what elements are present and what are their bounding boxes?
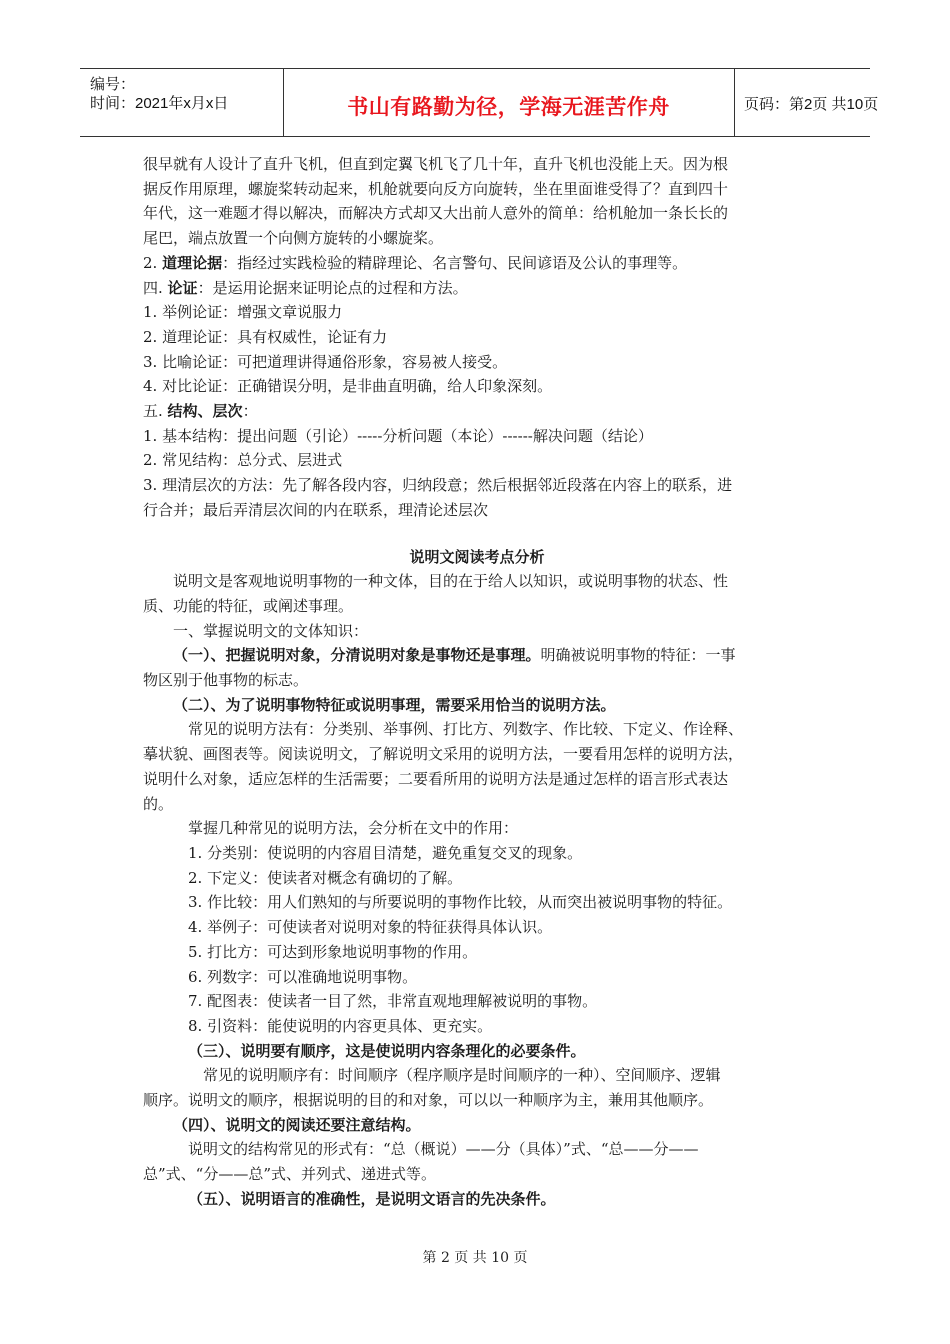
list-item: 1. 举例论证：增强文章说服力 [143,303,343,322]
paragraph-line: 说明文是客观地说明事物的一种文体，目的在于给人以知识，或说明事物的状态、性 [173,572,729,591]
header-motto: 书山有路勤为径，学海无涯苦作舟 [347,95,670,119]
section-title: 说明文阅读考点分析 [409,547,545,566]
section-heading [143,276,811,301]
page-footer: 第 2 页 共 10 页 [422,1250,528,1266]
list-item: 5. 打比方：可达到形象地说明事物的作用。 [188,942,478,961]
paragraph-line: 据反作用原理，螺旋桨转动起来，机舱就要向反方向旋转，坐在里面谁受得了？直到四十 [143,179,729,198]
header-right-cell [734,69,879,136]
list-item: 2. 常见结构：总分式、层进式 [143,451,343,470]
list-item: 7. 配图表：使读者一目了然，非常直观地理解被说明的事物。 [188,992,598,1011]
section-text: ：是运用论据来证明论点的过程和方法。 [197,278,468,297]
list-item: 4. 对比论证：正确错误分明，是非曲直明确，给人印象深刻。 [143,377,553,396]
subsection-heading: （三）、说明要有顺序，这是使说明内容条理化的必要条件。 [188,1041,586,1060]
list-item: 4. 举例子：可使读者对说明对象的特征获得具体认识。 [188,918,553,937]
paragraph-line: 总”式、“分——总”式、并列式、递进式等。 [143,1165,437,1184]
list-item: 8. 引资料：能使说明的内容更具体、更充实。 [188,1016,493,1035]
document-body [143,152,811,1212]
document-date-label: 时间：2021年x月x日 [90,95,229,112]
subsection-heading: 一、掌握说明文的文体知识： [173,621,369,640]
list-item: 6. 列数字：可以准确地说明事物。 [188,967,418,986]
list-item: 2. 下定义：使读者对概念有确切的了解。 [188,868,463,887]
section-term: 论证 [167,278,198,297]
paragraph-line: 常见的说明顺序有：时间顺序（程序顺序是时间顺序的一种）、空间顺序、逻辑 [203,1066,721,1085]
paragraph-line: 很早就有人设计了直升飞机，但直到定翼飞机飞了几十年，直升飞机也没能上天。因为根 [143,155,729,173]
paragraph-line: 的。 [143,794,174,813]
list-item: 3. 比喻论证：可把道理讲得通俗形象，容易被人接受。 [143,352,508,371]
section-text: ： [242,402,258,421]
section-number: 五. [143,402,168,421]
list-text: ：指经过实践检验的精辟理论、名言警句、民间谚语及公认的事理等。 [222,253,688,272]
paragraph-line: 年代，这一难题才得以解决，而解决方式却又大出前人意外的简单：给机舱加一条长长的 [143,204,729,223]
paragraph-line: 掌握几种常见的说明方法，会分析在文中的作用： [188,819,519,838]
list-item: 3. 理清层次的方法：先了解各段内容，归纳段意；然后根据邻近段落在内容上的联系，进 [143,476,733,495]
list-item [143,251,811,276]
list-number: 2. [143,253,163,272]
subsection-text: 明确被说明事物的特征：一事 [540,646,736,665]
list-item: 2. 道理论证：具有权威性，论证有力 [143,327,388,346]
section-gap [143,523,811,545]
paragraph-line: 质、功能的特征，或阐述事理。 [143,596,354,615]
subsection-heading: （五）、说明语言的准确性，是说明文语言的先决条件。 [188,1189,556,1208]
header-left-cell [80,69,284,136]
paragraph-line: 顺序。说明文的顺序，根据说明的目的和对象，可以以一种顺序为主，兼用其他顺序。 [143,1091,714,1110]
section-term: 结构、层次 [167,402,243,421]
paragraph-line: 说明什么对象，适应怎样的生活需要；二要看所用的说明方法是通过怎样的语言形式表达 [143,769,729,788]
page-header [80,68,879,137]
document-number-label: 编号： [90,76,136,93]
subsection-heading: （四）、说明文的阅读还要注意结构。 [173,1115,421,1134]
list-term: 道理论据 [162,253,223,272]
list-item: 1. 基本结构：提出问题（引论）-----分析问题（本论）------解决问题（结论） [143,426,653,445]
section-number: 四. [143,278,168,297]
subsection-heading [143,643,811,668]
list-item: 1. 分类别：使说明的内容眉目清楚，避免重复交叉的现象。 [188,843,583,862]
header-page-code: 页码：第2页 共10页 [744,96,879,113]
paragraph-line: 说明文的结构常见的形式有：“总（概说）——分（具体）”式、“总——分—— [188,1140,699,1159]
paragraph-line: 摹状貌、画图表等。阅读说明文，了解说明文采用的说明方法，一要看用怎样的说明方法， [143,745,744,764]
section-heading [143,399,811,424]
paragraph-line: 物区别于他事物的标志。 [143,671,309,690]
list-item: 3. 作比较：用人们熟知的与所要说明的事物作比较，从而突出被说明事物的特征。 [188,893,733,912]
paragraph-line: 常见的说明方法有：分类别、举事例、打比方、列数字、作比较、下定义、作诠释、 [188,720,744,739]
paragraph-line: 尾巴，端点放置一个向侧方旋转的小螺旋桨。 [143,229,444,248]
paragraph-line: 行合并；最后弄清层次间的内在联系，理清论述层次 [143,500,489,519]
header-middle-cell [283,69,735,136]
subsection-term: （一）、把握说明对象，分清说明对象是事物还是事理。 [173,646,541,665]
subsection-heading: （二）、为了说明事物特征或说明事理，需要采用恰当的说明方法。 [173,695,616,714]
